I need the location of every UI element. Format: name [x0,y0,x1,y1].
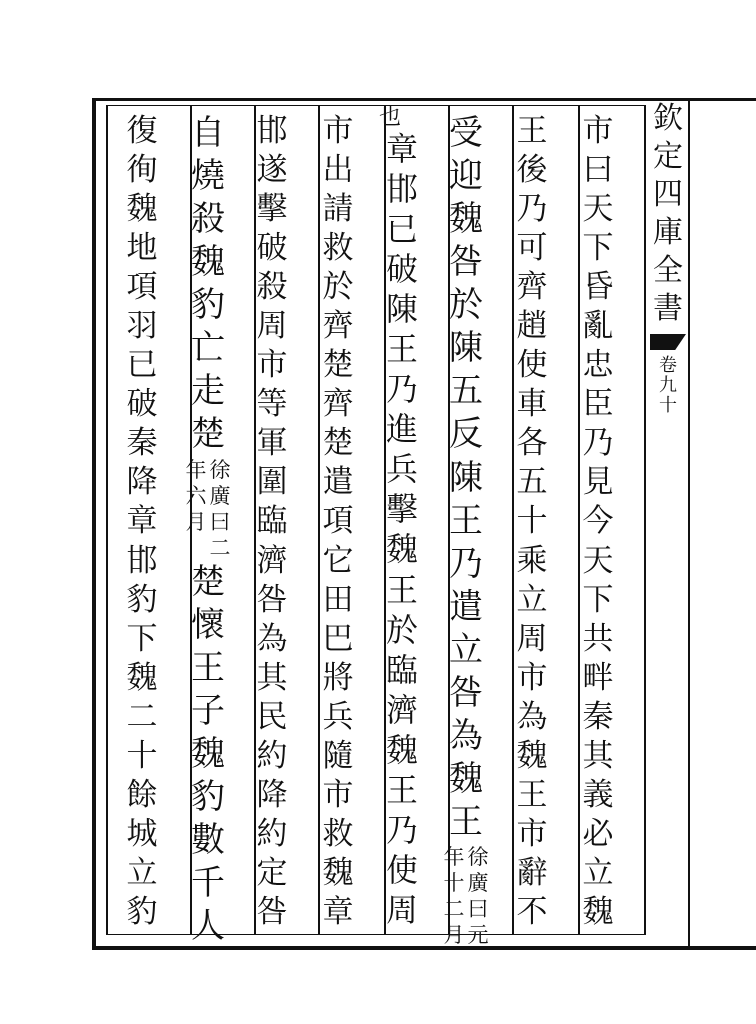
body-char: 已 [386,212,418,249]
body-char: 王 [449,802,483,842]
body-char: 楚 [191,414,225,455]
body-char: 立 [449,629,483,670]
body-char: 十 [516,503,548,540]
body-char: 自 [191,113,225,153]
body-char: 請 [322,191,354,228]
body-char: 魏 [126,191,158,228]
body-char: 陳 [386,292,418,329]
body-char: 立 [582,854,614,891]
body-char: 下 [126,620,158,657]
body-char: 邯 [386,172,418,209]
commentary-char: 曰 [209,509,231,534]
commentary-line [443,844,465,948]
body-char: 陳 [449,457,483,498]
text-column [509,112,555,932]
book-title-char: 庫 [653,215,683,250]
body-char: 餘 [126,776,158,813]
body-char: 迎 [449,156,483,197]
commentary-char: 月 [185,509,207,534]
body-char: 約 [256,737,288,774]
body-char: 遣 [322,464,354,501]
body-char: 王 [191,647,225,688]
body-char: 邯 [126,542,158,579]
body-char: 周 [256,308,288,345]
book-title-char: 定 [653,139,683,174]
body-char: 項 [322,503,354,540]
commentary-char: 徐 [467,845,489,870]
body-char: 王 [386,332,418,369]
body-char: 子 [191,690,225,731]
body-char: 救 [322,230,354,267]
text-column [185,112,231,948]
body-char: 軍 [256,425,288,462]
text-column [315,112,361,932]
body-char: 徇 [126,152,158,189]
body-char: 出 [322,152,354,189]
body-char: 於 [322,269,354,306]
body-char: 曰 [582,152,614,189]
body-char: 周 [386,892,418,929]
body-char: 人 [191,906,225,946]
body-char: 秦 [582,698,614,735]
body-char: 市 [322,776,354,813]
body-char: 共 [582,620,614,657]
body-char: 殺 [191,199,225,240]
body-char: 市 [516,659,548,696]
book-title-char: 欽 [653,101,683,136]
body-char: 為 [516,698,548,735]
body-char: 乃 [449,543,483,584]
body-char: 章 [386,132,418,168]
text-column [443,112,489,948]
body-char: 走 [191,371,225,412]
body-char: 王 [449,500,483,541]
body-char: 為 [449,715,483,756]
body-char: 昏 [582,269,614,306]
body-char: 破 [386,252,418,289]
book-title-char: 全 [653,253,683,288]
body-char: 市 [256,347,288,384]
body-char: 咎 [256,581,288,618]
body-char: 魏 [191,733,225,774]
body-char: 立 [516,581,548,618]
margin-title [648,100,688,416]
body-char: 魏 [126,659,158,696]
body-char: 齊 [322,386,354,423]
body-char: 邯 [256,113,288,149]
body-char: 立 [126,854,158,891]
body-char: 約 [256,815,288,852]
body-char: 畔 [582,659,614,696]
body-char: 五 [449,371,483,412]
body-char: 將 [322,659,354,696]
body-char: 破 [256,230,288,267]
body-char: 於 [386,612,418,649]
body-char: 下 [582,230,614,267]
body-char: 亂 [582,308,614,345]
text-column [119,112,165,932]
text-column [249,112,295,932]
body-char: 使 [516,347,548,384]
book-title-char: 四 [653,177,683,212]
body-char: 車 [516,386,548,423]
commentary-char: 二 [443,897,465,922]
commentary-char: 年 [185,457,207,482]
body-char: 使 [386,852,418,889]
body-char: 數 [191,819,225,860]
commentary-line [467,844,489,948]
body-char: 亡 [191,328,225,369]
body-char: 今 [582,503,614,540]
body-char: 乃 [516,191,548,228]
body-char: 地 [126,230,158,267]
body-char: 齊 [516,269,548,306]
body-char: 遣 [449,586,483,627]
body-char: 降 [256,776,288,813]
commentary-char: 徐 [209,457,231,482]
commentary-char: 月 [443,923,465,948]
body-char: 豹 [126,893,158,930]
body-char: 其 [256,659,288,696]
body-char: 章 [126,503,158,540]
body-char: 可 [516,230,548,267]
body-char: 陳 [449,328,483,369]
body-char: 忠 [582,347,614,384]
commentary-note [443,844,489,948]
body-char: 十 [126,737,158,774]
body-char: 齊 [322,308,354,345]
body-char: 殺 [256,269,288,306]
body-char: 咎 [449,242,483,283]
body-char: 遂 [256,152,288,189]
body-char: 救 [322,815,354,852]
body-char: 趙 [516,308,548,345]
commentary-line [209,457,231,561]
body-char: 圍 [256,464,288,501]
body-char: 擊 [386,492,418,529]
body-char: 它 [322,542,354,579]
body-char: 必 [582,815,614,852]
commentary-char: 廣 [467,871,489,896]
body-char: 市 [516,815,548,852]
body-char: 下 [582,581,614,618]
commentary-char: 曰 [467,897,489,922]
body-char: 巴 [322,620,354,657]
body-char: 五 [516,464,548,501]
body-char: 魏 [386,532,418,569]
text-column [379,106,425,931]
margin-rule [688,98,690,950]
body-char: 市 [322,113,354,149]
body-char: 千 [191,862,225,903]
body-char: 濟 [386,692,418,729]
body-char: 乘 [516,542,548,579]
juan-char: 卷 [659,355,677,376]
body-char: 魏 [449,199,483,240]
commentary-char: 十 [443,871,465,896]
body-char: 不 [516,893,548,930]
commentary-char: 六 [185,483,207,508]
text-column [575,112,621,932]
body-char: 市 [582,113,614,149]
body-char: 項 [126,269,158,306]
body-char: 豹 [126,581,158,618]
body-char: 等 [256,386,288,423]
body-char: 魏 [191,242,225,283]
body-char: 義 [582,776,614,813]
body-char: 懷 [191,604,225,645]
body-char: 楚 [322,425,354,462]
body-char: 咎 [256,893,288,930]
body-char: 乃 [386,812,418,849]
body-char: 天 [582,542,614,579]
body-char: 為 [256,620,288,657]
body-char: 乃 [386,372,418,409]
juan-char: 十 [659,395,677,416]
body-char: 羽 [126,308,158,345]
commentary-note [185,457,231,561]
body-char: 定 [256,854,288,891]
body-char: 魏 [516,737,548,774]
commentary-char: 廣 [209,483,231,508]
body-char: 魏 [386,732,418,769]
body-char: 魏 [322,854,354,891]
body-char: 楚 [191,561,225,602]
body-char: 已 [126,347,158,384]
body-char: 豹 [191,776,225,817]
body-char: 燒 [191,156,225,197]
body-char: 臨 [386,652,418,689]
body-char: 魏 [582,893,614,930]
body-char: 楚 [322,347,354,384]
commentary-char: 二 [209,535,231,560]
body-char: 後 [516,152,548,189]
body-char: 兵 [322,698,354,735]
body-char: 城 [126,815,158,852]
body-char: 秦 [126,425,158,462]
commentary-char: 元 [467,923,489,948]
commentary-char: 年 [443,845,465,870]
body-char: 反 [449,414,483,455]
fish-tail-mark [650,334,686,350]
body-char: 王 [516,776,548,813]
body-char: 復 [126,113,158,149]
column-prefix-char: 也 [379,105,402,130]
body-char: 王 [386,572,418,609]
commentary-line [185,457,207,561]
body-char: 民 [256,698,288,735]
body-char: 降 [126,464,158,501]
body-char: 章 [322,893,354,930]
body-char: 豹 [191,285,225,326]
body-char: 王 [386,772,418,809]
body-char: 辭 [516,854,548,891]
body-char: 咎 [449,672,483,713]
body-char: 進 [386,412,418,449]
body-char: 二 [126,698,158,735]
body-char: 破 [126,386,158,423]
body-char: 隨 [322,737,354,774]
body-char: 臨 [256,503,288,540]
body-char: 田 [322,581,354,618]
book-title-char: 書 [653,291,683,326]
body-char: 乃 [582,425,614,462]
body-char: 濟 [256,542,288,579]
body-char: 兵 [386,452,418,489]
body-char: 見 [582,464,614,501]
body-char: 天 [582,191,614,228]
body-char: 周 [516,620,548,657]
body-char: 各 [516,425,548,462]
body-char: 受 [449,113,483,153]
body-char: 其 [582,737,614,774]
body-char: 於 [449,285,483,326]
body-char: 臣 [582,386,614,423]
juan-char: 九 [659,375,677,396]
body-char: 魏 [449,758,483,799]
body-char: 王 [516,113,548,149]
body-char: 擊 [256,191,288,228]
